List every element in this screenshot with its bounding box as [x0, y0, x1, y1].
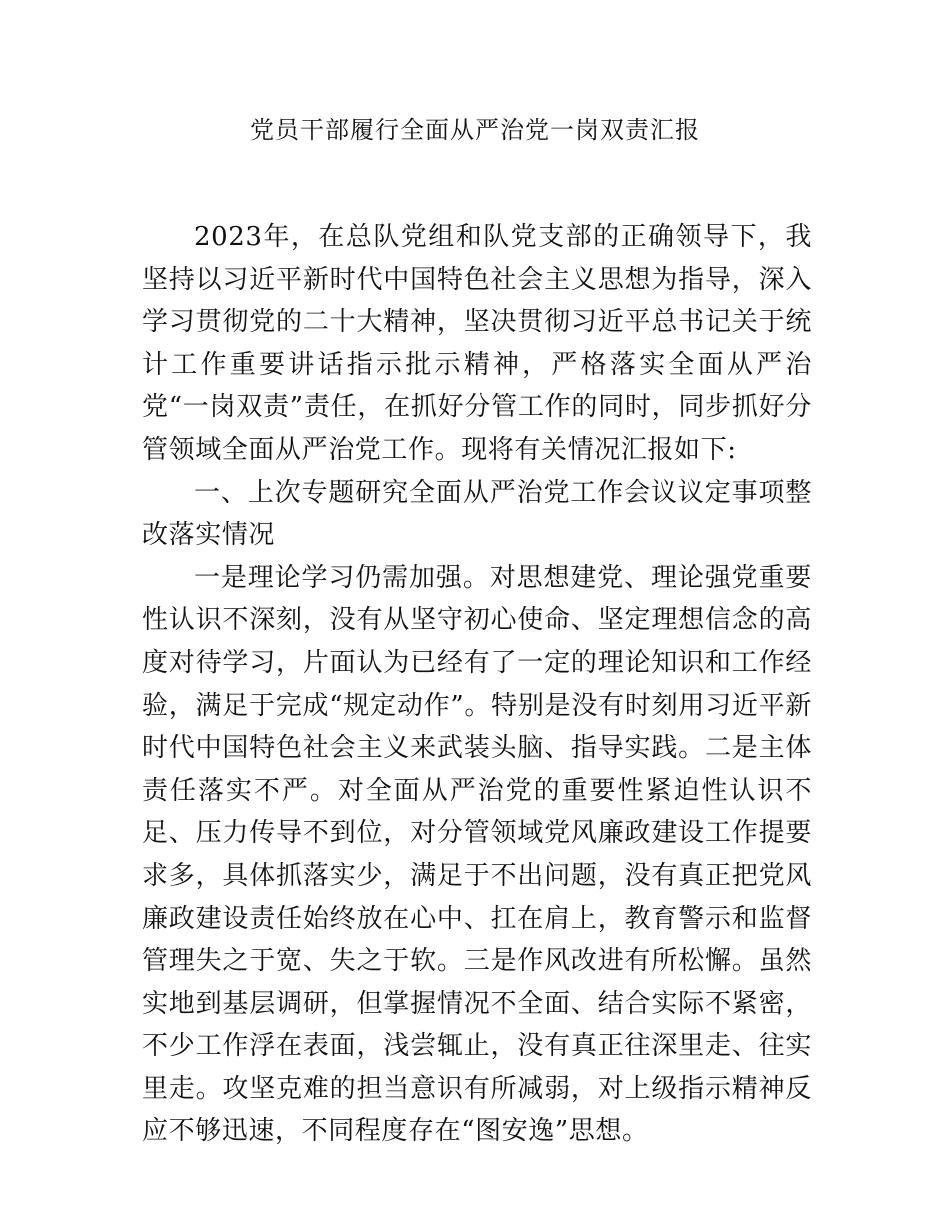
- section-heading-1: 一、上次专题研究全面从严治党工作会议议定事项整改落实情况: [142, 477, 812, 551]
- rectification-paragraph: 一是理论学习仍需加强。对思想建党、理论强党重要性认识不深刻，没有从坚守初心使命、坚定理想信念的高度对待学习，片面认为已经有了一定的理论知识和工作经验，满足于完成“规定动作”。特别是没有时刻用习近平新时代中国特色社会主义来武装头脑、指导实践。二是主体责任落实不严。对全面从严治党的重要性紧迫性认识不足、压力传导不到位，对分管领域党风廉政建设工作提要求多，具体抓落实少，满足于不出问题，没有真正把党风廉政建设责任始终放在心中、扛在肩上，教育警示和监督管理失之于宽、失之于软。三是作风改进有所松懈。虽然实地到基层调研，但掌握情况不全面、结合实际不紧密，不少工作浮在表面，浅尝辄止，没有真正往深里走、往实里走。攻坚克难的担当意识有所减弱，对上级指示精神反应不够迅速，不同程度存在“图安逸”思想。: [142, 562, 812, 1147]
- intro-paragraph: 2023年，在总队党组和队党支部的正确领导下，我坚持以习近平新时代中国特色社会主义思想为指导，深入学习贯彻党的二十大精神，坚决贯彻习近平总书记关于统计工作重要讲话指示批示精神，严格落实全面从严治党“一岗双责”责任，在抓好分管工作的同时，同步抓好分管领域全面从严治党工作。现将有关情况汇报如下:: [142, 222, 812, 465]
- document-title: 党员干部履行全面从严治党一岗双责汇报: [250, 116, 700, 144]
- document-body: [142, 216, 812, 1153]
